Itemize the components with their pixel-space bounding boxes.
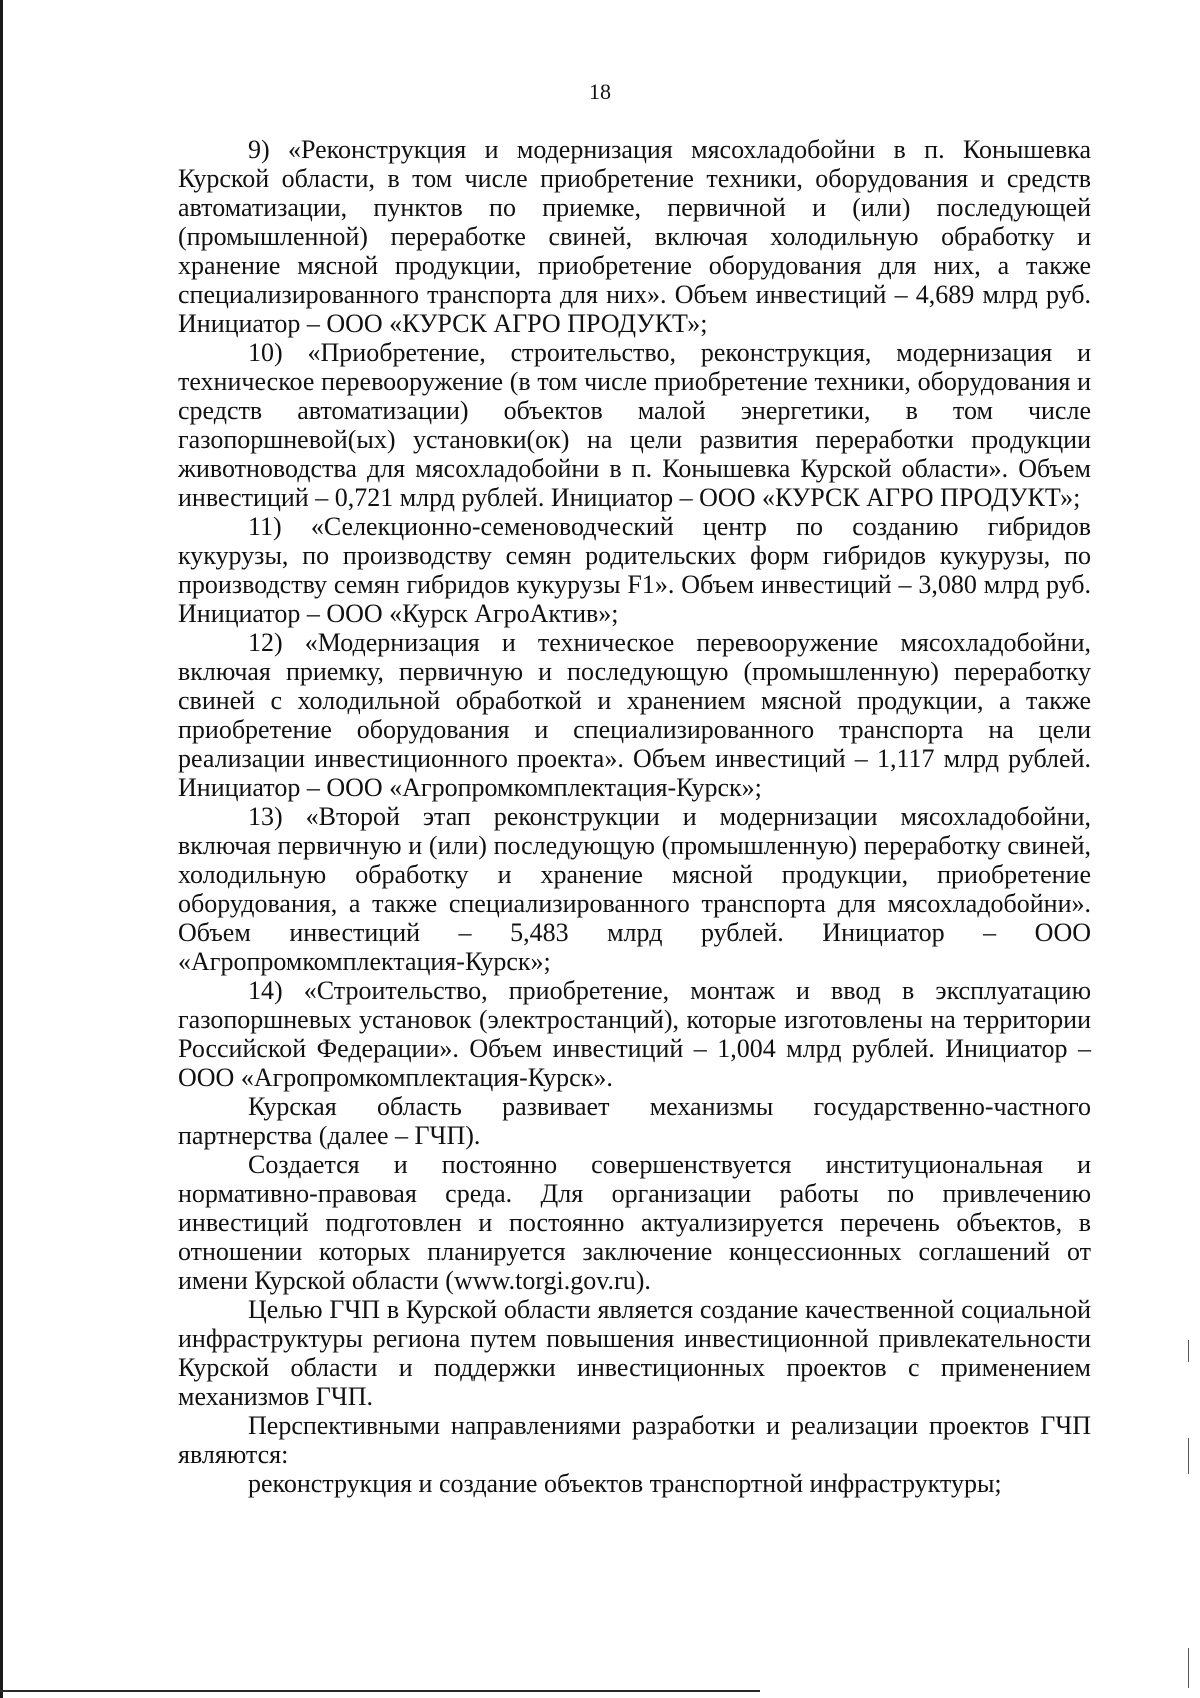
paragraph-ppp-intro: Курская область развивает механизмы государственно-частного партнерства (далее – ГЧП).: [178, 1092, 1091, 1150]
page-number: 18: [589, 79, 611, 104]
document-body: [178, 135, 1091, 1498]
paragraph-transport-infrastructure: реконструкция и создание объектов транспортной инфраструктуры;: [248, 1469, 1002, 1498]
scan-mark-right: [1188, 1648, 1189, 1688]
paragraph-item-11: 11) «Селекционно-семеноводческий центр по созданию гибридов кукурузы, по производству семян родительских форм гибридов кукурузы, по производству семян гибридов кукурузы F1». Объем инвестиций – 3,080 млрд руб. Инициатор – ООО «Курск АгроАктив»;: [178, 512, 1091, 628]
scan-mark-right: [1188, 1438, 1189, 1474]
paragraph-ppp-environment: Создается и постоянно совершенствуется институциональная и нормативно-правовая среда. Для организации работы по привлечению инвестиций подготовлен и постоянно актуализируется перечень объектов, в отношении которых планируется заключение концессионных соглашений от имени Курской области (www.torgi.gov.ru).: [178, 1150, 1091, 1295]
scan-edge-bottom: [0, 1690, 760, 1692]
paragraph-ppp-goal: Целью ГЧП в Курской области является создание качественной социальной инфраструктуры региона путем повышения инвестиционной привлекательности Курской области и поддержки инвестиционных проектов с применением механизмов ГЧП.: [178, 1295, 1091, 1411]
paragraph-item-10: 10) «Приобретение, строительство, реконструкция, модернизация и техническое перевооружение (в том числе приобретение техники, оборудования и средств автоматизации) объектов малой энергетики, в том числе газопоршневой(ых) установки(ок) на цели развития переработки продукции животноводства для мясохладобойни в п. Конышевка Курской области». Объем инвестиций – 0,721 млрд рублей. Инициатор – ООО «КУРСК АГРО ПРОДУКТ»;: [178, 338, 1091, 512]
paragraph-item-9: 9) «Реконструкция и модернизация мясохладобойни в п. Конышевка Курской области, в том числе приобретение техники, оборудования и средств автоматизации, пунктов по приемке, первичной и (или) последующей (промышленной) переработке свиней, включая холодильную обработку и хранение мясной продукции, приобретение оборудования для них, а также специализированного транспорта для них». Объем инвестиций – 4,689 млрд руб. Инициатор – ООО «КУРСК АГРО ПРОДУКТ»;: [178, 135, 1091, 338]
paragraph-item-13: 13) «Второй этап реконструкции и модернизации мясохладобойни, включая первичную и (или) последующую (промышленную) переработку свиней, холодильную обработку и хранение мясной продукции, приобретение оборудования, а также специализированного транспорта для мясохладобойни». Объем инвестиций – 5,483 млрд рублей. Инициатор – ООО «Агропромкомплектация-Курск»;: [178, 802, 1091, 976]
paragraph-item-14: 14) «Строительство, приобретение, монтаж и ввод в эксплуатацию газопоршневых установок (электростанций), которые изготовлены на территории Российской Федерации». Объем инвестиций – 1,004 млрд рублей. Инициатор – ООО «Агропромкомплектация-Курск».: [178, 976, 1091, 1092]
paragraph-item-12: 12) «Модернизация и техническое перевооружение мясохладобойни, включая приемку, первичную и последующую (промышленную) переработку свиней с холодильной обработкой и хранением мясной продукции, а также приобретение оборудования и специализированного транспорта на цели реализации инвестиционного проекта». Объем инвестиций – 1,117 млрд рублей. Инициатор – ООО «Агропромкомплектация-Курск»;: [178, 628, 1091, 802]
scan-edge-left: [0, 0, 3, 1698]
scan-mark-right: [1188, 1340, 1189, 1362]
paragraph-ppp-directions: Перспективными направлениями разработки и реализации проектов ГЧП являются:: [178, 1411, 1091, 1469]
